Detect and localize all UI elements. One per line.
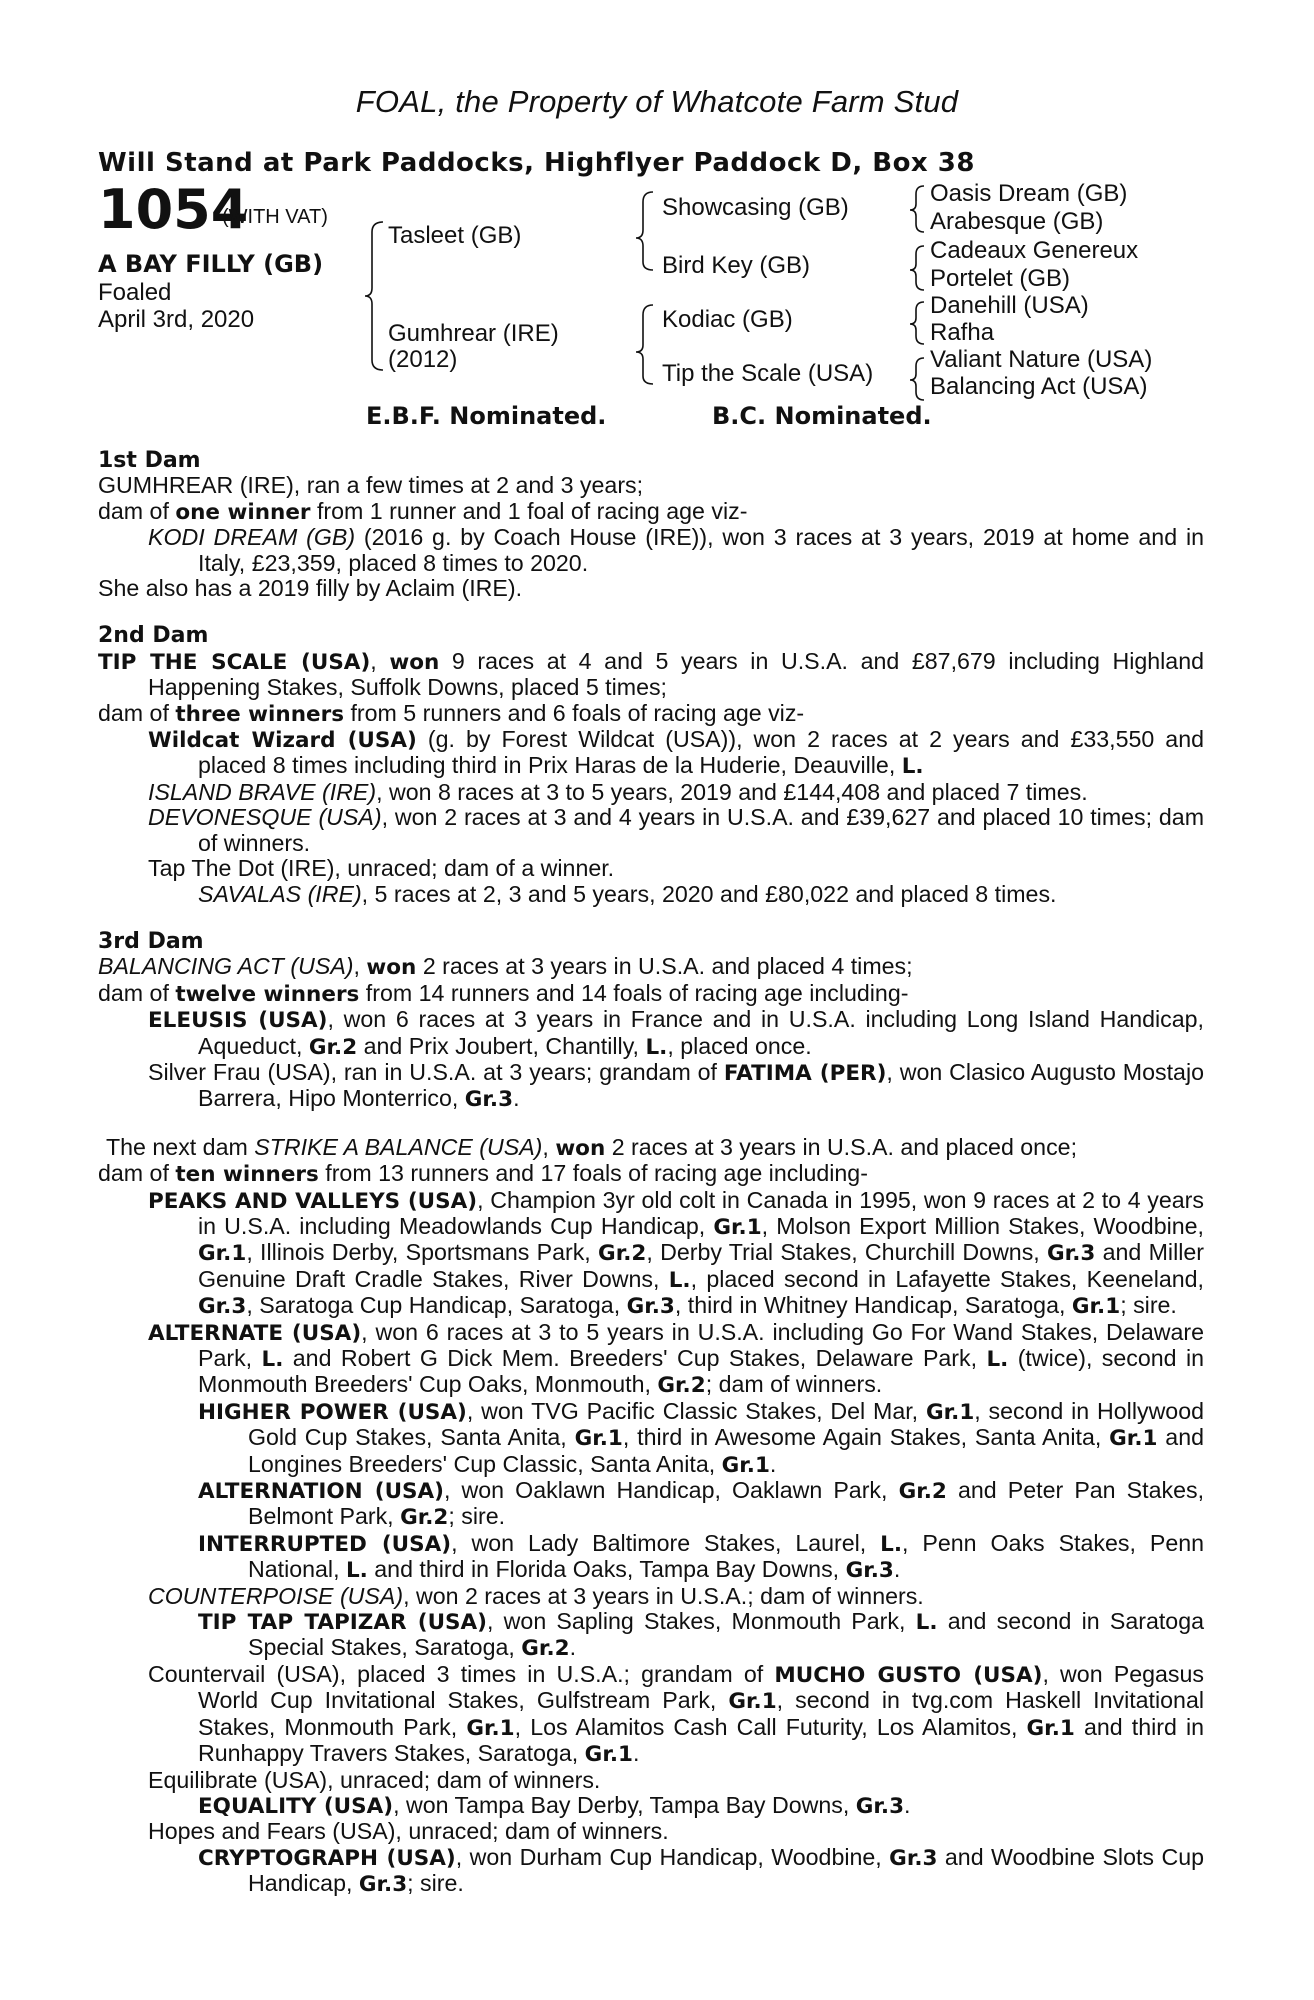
produce-record: HIGHER POWER (USA), won TVG Pacific Classic Stakes, Del Mar, Gr.1, second in Hollywood Gold Cup Stakes, Santa Anita, Gr.1, third in Awesome Again Stakes, Santa Anita, Gr.1 and Longines Breeders' Cup Classic, Santa Anita, Gr.1. bbox=[198, 1397, 1204, 1478]
sire-name: Tasleet (GB) bbox=[388, 222, 522, 249]
produce-record: EQUALITY (USA), won Tampa Bay Derby, Tampa Bay Downs, Gr.3. bbox=[198, 1791, 911, 1819]
dam-sire-name: Kodiac (GB) bbox=[662, 306, 793, 333]
produce-record: PEAKS AND VALLEYS (USA), Champion 3yr old colt in Canada in 1995, won 9 races at 2 to 4 years in U.S.A. including Meadowlands Cup Handicap, Gr.1, Molson Export Million Stakes, Woodbine, Gr.1, Illinois Derby, Sportsmans Park, Gr.2, Derby Trial Stakes, Churchill Downs, Gr.3 and Miller Genuine Draft Cradle Stakes, River Downs, L., placed second in Lafayette Stakes, Keeneland, Gr.3, Saratoga Cup Handicap, Saratoga, Gr.3, third in Whitney Handicap, Saratoga, Gr.1; sire. bbox=[148, 1186, 1204, 1320]
third-dam-produce-line: dam of twelve winners from 14 runners and 14 foals of racing age including- bbox=[98, 979, 909, 1007]
next-dam-produce-line: dam of ten winners from 13 runners and 17 foals of racing age including- bbox=[98, 1160, 868, 1188]
produce-record: Silver Frau (USA), ran in U.S.A. at 3 years; grandam of FATIMA (PER), won Clasico Augusto Mostajo Barrera, Hipo Monterrico, Gr.3. bbox=[148, 1058, 1204, 1113]
produce-record: Countervail (USA), placed 3 times in U.S.A.; grandam of MUCHO GUSTO (USA), won Pegasus World Cup Invitational Stakes, Gulfstream Park, Gr.1, second in tvg.com Haskell Invitational Stakes, Monmouth Park, Gr.1, Los Alamitos Cash Call Futurity, Los Alamitos, Gr.1 and third in Runhappy Travers Stakes, Saratoga, Gr.1. bbox=[148, 1660, 1205, 1768]
first-dam-note: She also has a 2019 filly by Aclaim (IRE). bbox=[98, 575, 523, 602]
lot-number: 1054 bbox=[98, 178, 249, 241]
ggen-2: Arabesque (GB) bbox=[930, 208, 1104, 235]
ggen-8: Balancing Act (USA) bbox=[930, 373, 1148, 400]
foaled-date: April 3rd, 2020 bbox=[98, 306, 255, 333]
produce-record: CRYPTOGRAPH (USA), won Durham Cup Handicap, Woodbine, Gr.3 and Woodbine Slots Cup Handicap, Gr.3; sire. bbox=[198, 1843, 1204, 1898]
catalogue-text bbox=[98, 448, 1204, 1898]
second-dam-produce-line: dam of three winners from 5 runners and 6 foals of racing age viz- bbox=[98, 699, 805, 727]
produce-record: TIP TAP TAPIZAR (USA), won Sapling Stakes, Monmouth Park, L. and second in Saratoga Special Stakes, Saratoga, Gr.2. bbox=[198, 1608, 1204, 1662]
ggen-5: Danehill (USA) bbox=[930, 292, 1089, 319]
second-dam-heading: 2nd Dam bbox=[98, 623, 209, 649]
first-dam-produce-line: dam of one winner from 1 runner and 1 foal of racing age viz- bbox=[98, 497, 748, 525]
ggen-1: Oasis Dream (GB) bbox=[930, 180, 1128, 207]
produce-record: ISLAND BRAVE (IRE), won 8 races at 3 to 5 years, 2019 and £144,408 and placed 7 times. bbox=[148, 778, 1088, 805]
first-dam-line: GUMHREAR (IRE), ran a few times at 2 and 3 years; bbox=[98, 472, 644, 499]
produce-record: ALTERNATION (USA), won Oaklawn Handicap, Oaklawn Park, Gr.2 and Peter Pan Stakes, Belmont Park, Gr.2; sire. bbox=[198, 1477, 1205, 1531]
ggen-7: Valiant Nature (USA) bbox=[930, 346, 1153, 373]
produce-record: Wildcat Wizard (USA) (g. by Forest Wildcat (USA)), won 2 races at 2 years and £33,550 and placed 8 times including third in Prix Haras de la Huderie, Deauville, L. bbox=[148, 726, 1204, 780]
produce-record: SAVALAS (IRE), 5 races at 2, 3 and 5 years, 2020 and £80,022 and placed 8 times. bbox=[198, 880, 1057, 907]
produce-record: KODI DREAM (GB) (2016 g. by Coach House (IRE)), won 3 races at 3 years, 2019 at home and in Italy, £23,359, placed 8 times to 2020. bbox=[148, 524, 1204, 576]
ebf-nomination: E.B.F. Nominated. bbox=[366, 402, 607, 430]
dam-dam-name: Tip the Scale (USA) bbox=[662, 360, 874, 387]
next-dam-line: The next dam STRIKE A BALANCE (USA), won 2 races at 3 years in U.S.A. and placed once; bbox=[106, 1133, 1078, 1161]
second-dam-line: TIP THE SCALE (USA), won 9 races at 4 and 5 years in U.S.A. and £87,679 including Highland Happening Stakes, Suffolk Downs, placed 5 times; bbox=[98, 647, 1204, 701]
produce-record: Tap The Dot (IRE), unraced; dam of a winner. bbox=[148, 855, 615, 882]
sire-dam-name: Bird Key (GB) bbox=[662, 252, 811, 279]
foaled-label: Foaled bbox=[98, 279, 172, 306]
third-dam-heading: 3rd Dam bbox=[98, 928, 204, 954]
produce-record: ELEUSIS (USA), won 6 races at 3 years in France and in U.S.A. including Long Island Handicap, Aqueduct, Gr.2 and Prix Joubert, Chantilly, L., placed once. bbox=[148, 1006, 1204, 1060]
first-dam-heading: 1st Dam bbox=[98, 448, 201, 473]
produce-record: COUNTERPOISE (USA), won 2 races at 3 years in U.S.A.; dam of winners. bbox=[148, 1582, 924, 1609]
dam-year: (2012) bbox=[388, 346, 458, 373]
lot-description: A BAY FILLY (GB) bbox=[98, 250, 324, 278]
ggen-6: Rafha bbox=[930, 319, 995, 346]
ggen-3: Cadeaux Genereux bbox=[930, 237, 1139, 264]
stand-location: Will Stand at Park Paddocks, Highflyer Paddock D, Box 38 bbox=[98, 148, 975, 178]
bc-nomination: B.C. Nominated. bbox=[712, 402, 932, 430]
produce-record: Hopes and Fears (USA), unraced; dam of winners. bbox=[148, 1818, 669, 1845]
sire-sire-name: Showcasing (GB) bbox=[662, 194, 849, 221]
page-title: FOAL, the Property of Whatcote Farm Stud bbox=[355, 84, 959, 119]
produce-record: Equilibrate (USA), unraced; dam of winners. bbox=[148, 1766, 601, 1793]
produce-record: DEVONESQUE (USA), won 2 races at 3 and 4 years in U.S.A. and £39,627 and placed 10 times; dam of winners. bbox=[148, 804, 1205, 856]
produce-record: ALTERNATE (USA), won 6 races at 3 to 5 years in U.S.A. including Go For Wand Stakes, Delaware Park, L. and Robert G Dick Mem. Breeders' Cup Stakes, Delaware Park, L. (twice), second in Monmouth Breeders' Cup Oaks, Monmouth, Gr.2; dam of winners. bbox=[148, 1318, 1205, 1399]
vat-note: (WITH VAT) bbox=[222, 206, 328, 228]
ggen-4: Portelet (GB) bbox=[930, 265, 1071, 292]
third-dam-line: BALANCING ACT (USA), won 2 races at 3 years in U.S.A. and placed 4 times; bbox=[98, 953, 913, 981]
produce-record: INTERRUPTED (USA), won Lady Baltimore Stakes, Laurel, L., Penn Oaks Stakes, Penn National, L. and third in Florida Oaks, Tampa Bay Downs, Gr.3. bbox=[198, 1529, 1205, 1584]
dam-name: Gumhrear (IRE) bbox=[388, 320, 559, 347]
